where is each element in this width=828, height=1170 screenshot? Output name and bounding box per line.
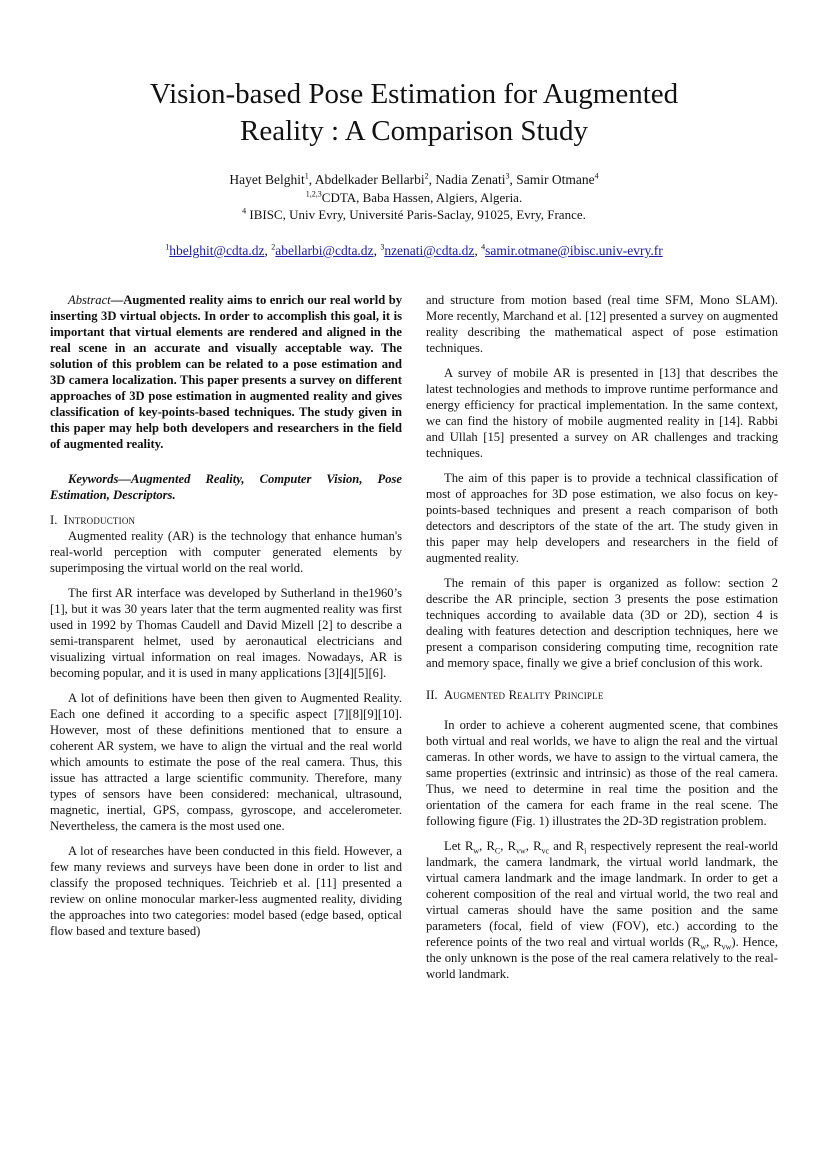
email-link[interactable]: nzenati@cdta.dz <box>384 243 475 258</box>
subscript: i <box>584 846 587 856</box>
paragraph: A lot of definitions have been then given to Augmented Reality. Each one defined it according to a specific aspect [7][8][9][10]. However, most of these definitions mentioned that to ensure a coherent AR system, we have to align the virtual and the real world which amounts to estimate the pose of the real camera. Thus, this issue has attracted a large scientific community. Therefore, many types of sensors have been considered: mechanical, ultrasound, magnetic, inertial, GPS, compass, gyroscope, and accelerometer. Nevertheless, the camera is the most used one. <box>50 691 402 833</box>
subscript: vw <box>721 942 732 952</box>
section-heading-ar-principle <box>426 687 778 703</box>
author-name: Samir Otmane <box>516 172 595 187</box>
text-run: , R <box>479 839 495 853</box>
paragraph: The aim of this paper is to provide a technical classification of most of approaches for 3D pose estimation, we also focus on key-points-based techniques and present a reach comparison of both detectors and descriptors of the state of the art. The study given in this paper may help developers and researchers in the field of augmented reality. <box>426 471 778 565</box>
paragraph: and structure from motion based (real time SFM, Mono SLAM). More recently, Marchand et al. [12] presented a survey on augmented reality describing the mathematical aspect of pose estimation techniques. <box>426 293 778 355</box>
email-link[interactable]: abellarbi@cdta.dz <box>275 243 374 258</box>
subscript: C <box>494 846 501 856</box>
affiliation-text: IBISC, Univ Evry, Université Paris-Saclay, 91025, Evry, France. <box>249 207 586 222</box>
affiliation-sup: 1,2,3 <box>305 189 322 199</box>
spacer <box>426 703 778 717</box>
email-sup: 4 <box>481 242 486 252</box>
right-column <box>426 292 778 982</box>
author-name: Hayet Belghit <box>229 172 305 187</box>
paragraph: A survey of mobile AR is presented in [13] that describes the latest technologies and methods to improve runtime performance and energy efficiency for practical implementation. In the same context, we can find the history of mobile augmented reality in [14]. Rabbi and Ullah [15] presented a survey on AR challenges and tracking techniques. <box>426 366 778 460</box>
email-sup: 1 <box>165 242 170 252</box>
section-number: II. <box>426 688 438 702</box>
email-list: $^1$hbelghit@cdta.dz, $^2$abellarbi@cdta.dz, $^3$nzenati@cdta.dz, $^4$samir.otmane@ibisc.univ-evry.fr <box>165 242 663 258</box>
title-line-2: Reality : A Comparison Study <box>239 115 588 147</box>
author-sup: 4 <box>594 171 599 181</box>
text-run: ). Hence, the only unknown is the pose of the real camera relatively to the real-world landmark. <box>426 935 778 981</box>
subscript: w <box>473 846 480 856</box>
subscript: w <box>700 942 707 952</box>
paper-title <box>60 76 768 150</box>
abstract <box>50 292 402 452</box>
affiliation-text: CDTA, Baba Hassen, Algiers, Algeria. <box>321 190 523 205</box>
author-sup: 2 <box>424 171 429 181</box>
text-run: , R <box>706 935 722 949</box>
email-link[interactable]: samir.otmane@ibisc.univ-evry.fr <box>485 243 663 258</box>
text-run: , R <box>500 839 517 853</box>
paragraph: The first AR interface was developed by Sutherland in the1960’s [1], but it was 30 years later that the term augmented reality was first used in 1992 by Thomas Caudell and David Mizell [2] to describe a semi-transparent helmet, used by aeronautical electricians and visualizing virtual information on real images. Nowadays, AR is becoming popular, and it is used in many applications [3][4][5][6]. <box>50 586 402 680</box>
paragraph: Augmented reality (AR) is the technology that enhance human's real-world perception with computer generated elements by superimposing the virtual world on the real world. <box>50 529 402 575</box>
subscript: vc <box>541 846 550 856</box>
author-sup: 1 <box>304 171 309 181</box>
author-sup: 3 <box>505 171 510 181</box>
email-link[interactable]: hbelghit@cdta.dz <box>169 243 265 258</box>
email-sup: 3 <box>380 242 385 252</box>
email-sup: 2 <box>271 242 276 252</box>
affiliation-1 <box>60 190 768 206</box>
affiliation-sup: 4 <box>242 206 247 216</box>
text-run: Let R <box>444 839 474 853</box>
author-name: Nadia Zenati <box>435 172 506 187</box>
paragraph: The remain of this paper is organized as follow: section 2 describe the AR principle, section 3 presents the pose estimation techniques according to available data (3D or 2D), section 4 is dealing with features detection and description techniques, here we present a comparison considering computing time, recognition rate and memory space, finally we give a brief conclusion of this work. <box>426 576 778 670</box>
affiliation-2 <box>60 207 768 223</box>
abstract-text: —Augmented reality aims to enrich our real world by inserting 3D virtual objects. In order to accomplish this goal, it is important that virtual elements are rendered and aligned in the real scene in an accurate and visually acceptable way. The solution of this problem can be related to a pose estimation and 3D camera localization. This paper presents a survey on different approaches of 3D pose estimation in augmented reality and gives classification of key-points-based techniques. The study given in this paper may help both developers and researchers in the field of augmented reality. <box>50 293 402 451</box>
author-name: Abdelkader Bellarbi <box>314 172 425 187</box>
left-column <box>50 292 402 939</box>
text-run: respectively represent the real-world landmark, the camera landmark, the virtual world landmark, the virtual camera landmark and the image landmark. In order to get a coherent composition of the real and virtual world, the two real and virtual cameras should have the same position and the same parameters (focal, field of view (FOV), etc.) according to the reference points of the two real and virtual worlds (R <box>426 839 778 949</box>
subscript: vw <box>516 846 526 856</box>
author-list: Hayet Belghit$^1$, Abdelkader Bellarbi$^2$, Nadia Zenati$^3$, Samir Otmane$^4$ <box>229 171 599 187</box>
section-number: I. <box>50 513 58 527</box>
text-run: , R <box>525 839 542 853</box>
paragraph: A lot of researches have been conducted in this field. However, a few many reviews and surveys have been done in order to list and classify the proposed techniques. Teichrieb et al. [11] presented a review on online monocular marker-less augmented reality, dividing the approaches into two categories: model based (edge based, optical flow based and texture based) <box>50 844 402 938</box>
section-title: Augmented Reality Principle <box>443 688 604 702</box>
section-heading-introduction <box>50 512 402 528</box>
paragraph <box>426 838 778 982</box>
abstract-label: Abstract <box>68 293 111 307</box>
section-title: Introduction <box>63 513 136 527</box>
text-run: and R <box>549 839 585 853</box>
keywords: Keywords—Augmented Reality, Computer Vision, Pose Estimation, Descriptors. <box>50 472 402 502</box>
title-line-1: Vision-based Pose Estimation for Augmented <box>149 78 679 110</box>
paragraph: In order to achieve a coherent augmented scene, that combines both virtual and real worlds, we have to align the real and the virtual cameras. In other words, we have to assign to the virtual camera, the same properties (extrinsic and intrinsic) as those of the real camera. Thus, we need to determine in real time the position and the orientation of the camera for each frame in the real scene. The following figure (Fig. 1) illustrates the 2D-3D registration problem. <box>426 718 778 828</box>
